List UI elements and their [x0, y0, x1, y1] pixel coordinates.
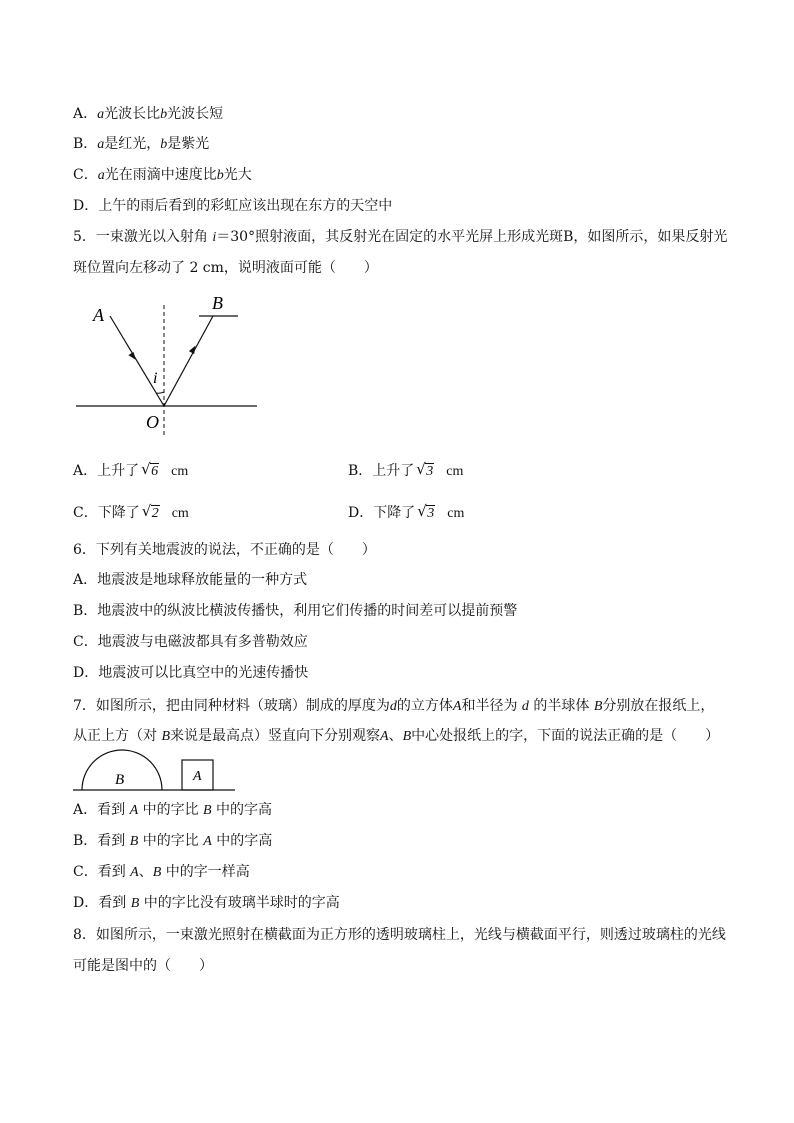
label-b: B — [212, 293, 223, 313]
q6-option-a: A．地震波是地球释放能量的一种方式 — [73, 572, 308, 588]
q7-option-a — [73, 800, 272, 821]
q5-stem-line2: 斑位置向左移动了 2 cm，说明液面可能（ ） — [73, 260, 378, 276]
math-variable: B — [129, 834, 139, 849]
math-variable: d — [521, 699, 529, 714]
math-variable: A — [129, 803, 139, 818]
text-run: 和半径为 — [461, 698, 522, 714]
sqrt-symbol: √ 3 — [417, 502, 435, 521]
math-variable: d — [389, 699, 397, 714]
text-run: 来说是最高点）竖直向下分别观察 — [170, 728, 381, 744]
text-run: 、 — [388, 728, 403, 744]
option-letter: D． — [73, 198, 99, 214]
label-cube-a: A — [193, 769, 202, 784]
math-variable: A — [130, 865, 139, 880]
q5-option-d: D．下降了 √ 3 cm — [348, 503, 464, 524]
math-variable: B — [203, 803, 212, 818]
sqrt-symbol: √ 3 — [416, 460, 434, 479]
q5-option-a: A．上升了 √ 6 cm — [73, 461, 188, 482]
q6-option-d: D．地震波可以比真空中的光速传播快 — [73, 665, 309, 681]
sqrt-symbol: √ 6 — [141, 460, 159, 479]
label-o: O — [146, 412, 159, 432]
sqrt-symbol: √ 2 — [141, 502, 159, 521]
math-variable: B — [130, 896, 140, 911]
q8-stem-line2: 可能是图中的（ ） — [73, 958, 213, 974]
text-run: 的立方体 — [396, 698, 453, 714]
text-run: 中的字一样高 — [161, 864, 250, 880]
q7-option-b — [73, 831, 272, 852]
text-run: C．看到 — [73, 864, 131, 880]
text-run: 的半球体 — [528, 698, 594, 714]
option-letter: A． — [73, 106, 98, 122]
text-run: 中的字比 — [138, 833, 204, 849]
text-run: 光波长比 — [104, 106, 161, 122]
option-letter: B． — [73, 136, 98, 152]
q7-option-c — [73, 862, 250, 883]
math-variable: B — [593, 699, 603, 714]
text-run: 7．如图所示，把由同种材料（玻璃）制成的厚度为 — [73, 698, 390, 714]
text-run: 光在雨滴中速度比 — [104, 167, 217, 183]
q5-option-b: B．上升了 √ 3 cm — [348, 461, 463, 482]
q5-stem-line1: 5．一束激光以入射角 i＝30°照射液面，其反射光在固定的水平光屏上形成光斑B，如图所示，如果反射光 — [73, 229, 728, 245]
label-i: i — [153, 370, 158, 387]
text-run: 是紫光 — [167, 136, 210, 152]
label-a: A — [93, 305, 104, 325]
math-variable: B — [152, 865, 162, 880]
math-variable: a — [97, 137, 105, 152]
text-run: 中的字比没有玻璃半球时的字高 — [139, 895, 340, 911]
math-variable: A — [203, 834, 212, 849]
text-run: 光大 — [223, 167, 252, 183]
q6-stem: 6．下列有关地震波的说法，不正确的是（ ） — [73, 542, 376, 558]
text-run: A．看到 — [73, 802, 130, 818]
text-run: 中心处报纸上的字，下面的说法正确的是（ ） — [411, 728, 720, 744]
math-variable: a — [97, 168, 105, 183]
math-variable: B — [161, 729, 171, 744]
text-run: 中的字比 — [138, 802, 204, 818]
math-variable: A — [380, 729, 389, 744]
math-variable: A — [452, 699, 462, 714]
q5-option-c: C．下降了 √ 2 cm — [73, 503, 189, 524]
text-run: 分别放在报纸上， — [602, 698, 715, 714]
math-variable: b — [160, 137, 168, 152]
math-variable: b — [160, 107, 168, 122]
text-run: 上午的雨后看到的彩虹应该出现在东方的天空中 — [98, 198, 393, 214]
math-variable: b — [216, 168, 224, 183]
text-run: 光波长短 — [167, 106, 224, 122]
math-variable: B — [402, 729, 412, 744]
q7-option-d — [73, 893, 340, 914]
text-run: 中的字高 — [211, 802, 273, 818]
q8-stem-line1: 8．如图所示，一束激光照射在横截面为正方形的透明玻璃柱上，光线与横截面平行，则透过玻璃柱的光线 — [73, 927, 726, 943]
option-letter: C． — [73, 167, 98, 183]
q6-option-c: C．地震波与电磁波都具有多普勒效应 — [73, 634, 308, 650]
text-run: B．看到 — [73, 833, 130, 849]
math-variable: a — [97, 107, 105, 122]
text-run: D．看到 — [73, 895, 131, 911]
text-run: 、 — [138, 864, 153, 880]
q6-option-b: B．地震波中的纵波比横波传播快，利用它们传播的时间差可以提前预警 — [73, 603, 518, 619]
text-run: 是红光， — [104, 136, 161, 152]
text-run: 中的字高 — [211, 833, 273, 849]
label-hemisphere-b: B — [115, 772, 125, 788]
text-run: 从正上方（对 — [73, 728, 162, 744]
